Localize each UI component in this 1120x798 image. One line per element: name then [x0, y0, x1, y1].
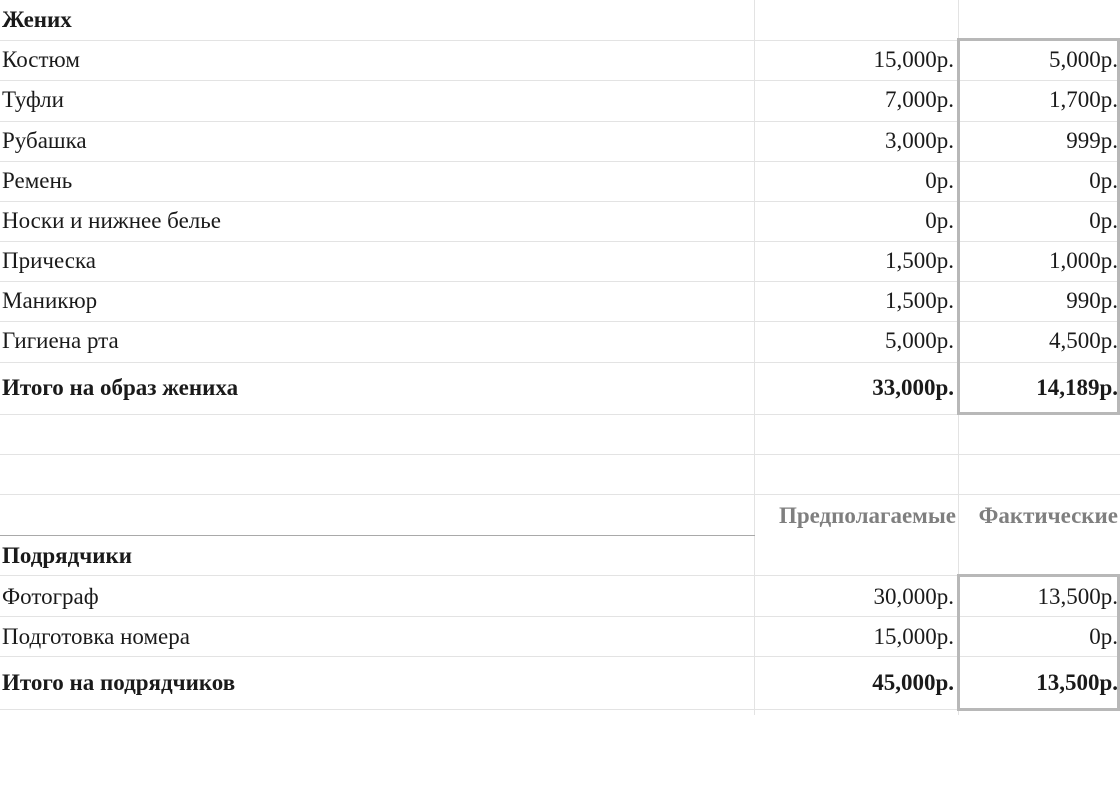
total-label[interactable]: Итого на образ жениха — [2, 375, 239, 400]
item-label[interactable]: Подготовка номера — [2, 624, 190, 649]
table-row — [0, 121, 1120, 161]
row-divider — [0, 709, 1120, 710]
actual-cell[interactable]: 0р. — [1089, 208, 1118, 233]
actual-column-outline — [957, 38, 1120, 415]
actual-cell[interactable]: 4,500р. — [1049, 328, 1118, 353]
table-row — [0, 321, 1120, 361]
estimated-cell[interactable]: 15,000р. — [873, 624, 954, 649]
item-label[interactable]: Фотограф — [2, 584, 99, 609]
estimated-cell[interactable]: 30,000р. — [873, 584, 954, 609]
total-actual-cell[interactable]: 14,189р. — [1036, 375, 1118, 400]
item-label[interactable]: Туфли — [2, 87, 64, 112]
actual-cell[interactable] — [958, 0, 1120, 40]
actual-cell[interactable]: 1,700р. — [1049, 87, 1118, 112]
contractors-header-row — [0, 536, 1120, 576]
item-label[interactable]: Маникюр — [2, 288, 98, 313]
table-row — [0, 201, 1120, 241]
table-row — [0, 161, 1120, 201]
empty-cell[interactable] — [0, 414, 755, 454]
groom-section-title[interactable]: Жених — [2, 7, 72, 32]
groom-header-row — [0, 0, 1120, 40]
actual-column-outline — [957, 574, 1120, 711]
actual-cell[interactable]: 13,500р. — [1037, 584, 1118, 609]
estimated-cell[interactable]: 15,000р. — [873, 47, 954, 72]
row-divider — [0, 362, 1120, 363]
table-row — [0, 80, 1120, 120]
empty-cell[interactable] — [755, 454, 958, 494]
actual-cell[interactable]: 0р. — [1089, 168, 1118, 193]
table-row — [0, 617, 1120, 657]
item-label[interactable]: Костюм — [2, 47, 80, 72]
empty-cell[interactable] — [0, 454, 755, 494]
empty-cell[interactable] — [0, 496, 755, 536]
total-estimated-cell[interactable]: 33,000р. — [872, 375, 954, 400]
estimated-column-header[interactable]: Предполагаемые — [778, 503, 956, 528]
estimated-cell[interactable]: 5,000р. — [885, 328, 954, 353]
actual-cell[interactable]: 1,000р. — [1049, 248, 1118, 273]
item-label[interactable]: Гигиена рта — [2, 328, 119, 353]
estimated-cell[interactable]: 7,000р. — [885, 87, 954, 112]
estimated-cell[interactable] — [755, 536, 958, 576]
item-label[interactable]: Прическа — [2, 248, 97, 273]
contractors-total-row — [0, 663, 1120, 703]
empty-row — [0, 414, 1120, 454]
table-row — [0, 577, 1120, 617]
table-row — [0, 241, 1120, 281]
total-actual-cell[interactable]: 13,500р. — [1036, 670, 1118, 695]
empty-cell[interactable] — [755, 414, 958, 454]
actual-cell[interactable]: 999р. — [1066, 128, 1118, 153]
item-label[interactable]: Носки и нижнее белье — [2, 208, 221, 233]
estimated-cell[interactable]: 3,000р. — [885, 128, 954, 153]
contractors-section-title[interactable]: Подрядчики — [2, 543, 132, 568]
empty-cell[interactable] — [958, 454, 1120, 494]
estimated-cell[interactable]: 1,500р. — [885, 248, 954, 273]
actual-column-header[interactable]: Фактические — [978, 503, 1118, 528]
table-row — [0, 281, 1120, 321]
actual-cell[interactable]: 0р. — [1089, 624, 1118, 649]
actual-cell[interactable]: 5,000р. — [1049, 47, 1118, 72]
estimated-cell[interactable]: 0р. — [925, 208, 954, 233]
row-divider — [0, 494, 1120, 495]
estimated-cell[interactable]: 0р. — [925, 168, 954, 193]
item-label[interactable]: Ремень — [2, 168, 73, 193]
estimated-cell[interactable] — [755, 0, 958, 40]
table-row — [0, 40, 1120, 80]
actual-cell[interactable]: 990р. — [1066, 288, 1118, 313]
empty-cell[interactable] — [958, 414, 1120, 454]
total-estimated-cell[interactable]: 45,000р. — [872, 670, 954, 695]
actual-cell[interactable] — [958, 536, 1120, 576]
empty-row — [0, 454, 1120, 494]
item-label[interactable]: Рубашка — [2, 128, 87, 153]
groom-total-row — [0, 368, 1120, 408]
total-label[interactable]: Итого на подрядчиков — [2, 670, 236, 695]
estimated-cell[interactable]: 1,500р. — [885, 288, 954, 313]
column-header-row — [0, 496, 1120, 536]
